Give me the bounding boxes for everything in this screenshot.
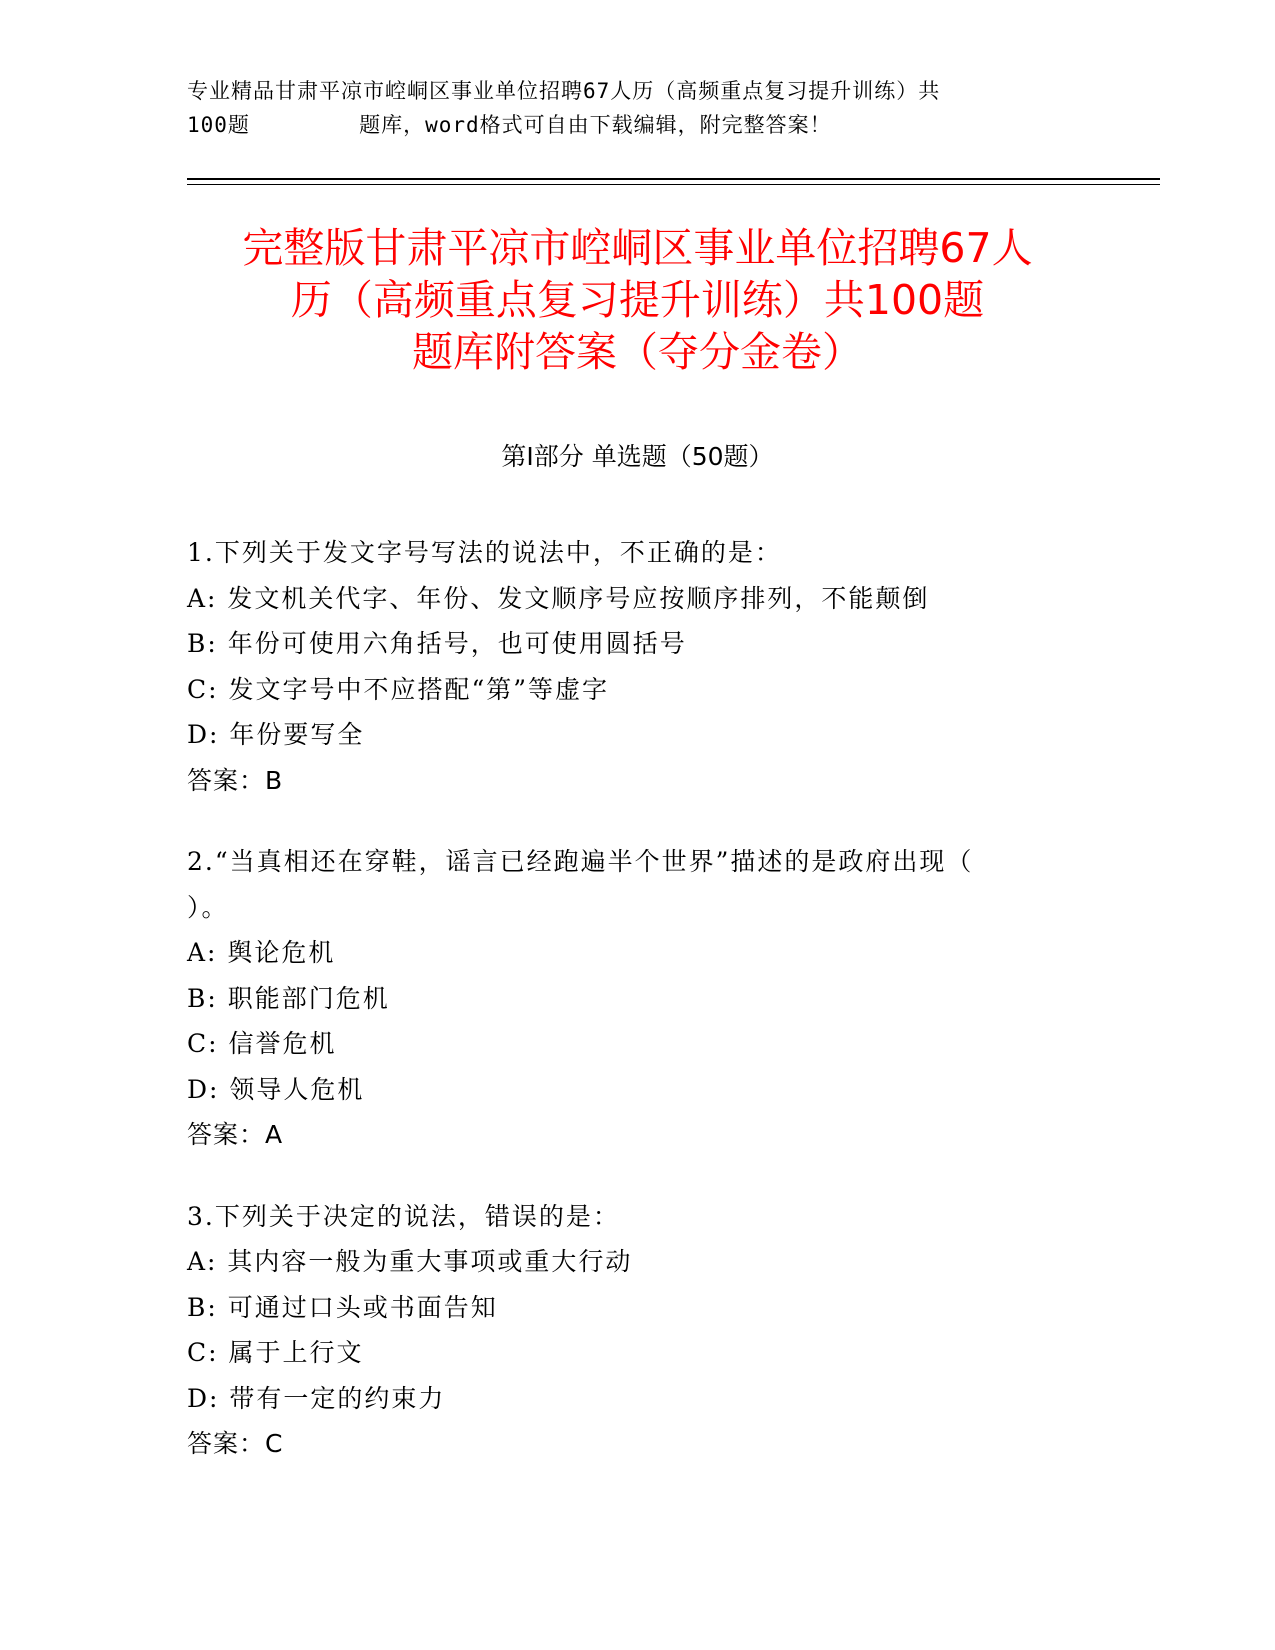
header-note-line-2: 100题 题库，word格式可自由下载编辑，附完整答案！: [187, 113, 832, 137]
header-divider-thick: [187, 178, 1160, 180]
answer: 答案：A: [187, 1120, 284, 1149]
section-title: 第Ⅰ部分 单选题（50题）: [501, 442, 774, 471]
option-b: B: 可通过口头或书面告知: [187, 1292, 498, 1322]
answer: 答案：C: [187, 1429, 284, 1458]
option-c: C: 信誉危机: [187, 1029, 337, 1058]
question-3: [187, 1194, 1087, 1467]
option-c: C: 属于上行文: [187, 1338, 364, 1367]
option-d: D: 领导人危机: [187, 1074, 365, 1104]
option-d: D: 带有一定的约束力: [187, 1383, 446, 1413]
option-b: B: 年份可使用六角括号，也可使用圆括号: [187, 629, 687, 658]
option-a: A: 发文机关代字、年份、发文顺序号应按顺序排列，不能颠倒: [187, 583, 930, 613]
question-stem: 1.下列关于发文字号写法的说法中，不正确的是：: [187, 538, 782, 567]
document-title: [170, 222, 1105, 378]
title-line-2: 历（高频重点复习提升训练）共100题: [290, 276, 985, 324]
title-line-3: 题库附答案（夺分金卷）: [412, 328, 863, 376]
title-line-1: 完整版甘肃平凉市崆峒区事业单位招聘67人: [242, 224, 1033, 272]
question-stem: 3.下列关于决定的说法，错误的是：: [187, 1201, 620, 1231]
option-a: A: 舆论危机: [187, 938, 336, 967]
question-2: [187, 839, 1087, 1158]
option-d: D: 年份要写全: [187, 720, 365, 749]
question-1: [187, 530, 1087, 803]
header-note-line-1: 专业精品甘肃平凉市崆峒区事业单位招聘67人历（高频重点复习提升训练）共: [187, 79, 941, 103]
question-list: [187, 530, 1087, 1503]
option-a: A: 其内容一般为重大事项或重大行动: [187, 1247, 633, 1276]
header-note: [187, 74, 1067, 142]
question-stem: 2.“当真相还在穿鞋，谣言已经跑遍半个世界”描述的是政府出现（ ）。: [187, 847, 974, 922]
answer: 答案：B: [187, 765, 284, 795]
header-divider-thin: [187, 184, 1160, 185]
option-b: B: 职能部门危机: [187, 983, 390, 1013]
option-c: C: 发文字号中不应搭配“第”等虚字: [187, 674, 610, 704]
